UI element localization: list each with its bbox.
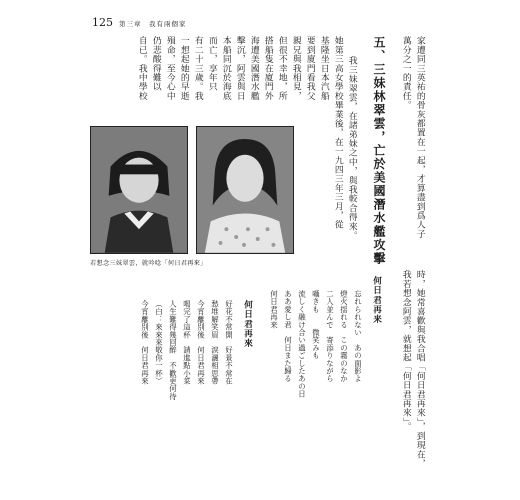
poem-japanese-title: 何日君再来 — [371, 276, 382, 324]
body-line: 仍悲酸得難以 — [150, 36, 161, 92]
poem-japanese-line: 囁きも 微笑みも — [311, 290, 321, 360]
page-number: 125 — [92, 16, 113, 29]
body-line: 殞命，至今心中 — [164, 36, 175, 101]
photo-caption: 若想念三妹翠雲，就吟唸「何日君再來」 — [90, 260, 207, 267]
poem-japanese-line: ああ愛し君 何日また歸る — [283, 290, 293, 383]
poem-chinese-line: 喝完了這杯 請進點小菜 — [182, 300, 192, 385]
poem-japanese-line: 流しく融け合い過ごしたあの日 — [297, 290, 307, 398]
poem-japanese-line: 忘れられない あの面影よ — [353, 290, 363, 383]
body-line: 但很不幸地，所 — [276, 36, 287, 101]
poem-chinese-title: 何日君再來 — [242, 300, 253, 348]
body-line: 本船同沉於海底 — [220, 36, 231, 101]
poem-chinese-line: 愁堆解笑眉 淚灑相思帶 — [210, 300, 220, 385]
body-line: 她第三高女學校畢業後，在一九四三年三月，從 — [332, 36, 343, 230]
body-line: 一想起她的早逝 — [178, 36, 189, 101]
portrait-woman-image — [197, 127, 293, 253]
body-line: 親兄與我相見， — [290, 36, 301, 101]
lower-right-line: 時，她常喜歡與我合唱「何日君再來」，到現在， — [414, 270, 425, 468]
poem-chinese-line: 今宵離別後 何日君再來 — [196, 300, 206, 385]
poem-japanese-line: 二人並んで 寄添りながら — [325, 290, 335, 383]
page-header — [92, 16, 187, 29]
poem-chinese-line: 今宵離別後 何日君再來 — [140, 300, 150, 385]
poem-chinese-line: （白：來來來敬你一杯） — [154, 300, 164, 385]
body-line: 自已。我中學校 — [136, 36, 147, 101]
photo-young-woman — [196, 126, 294, 254]
portrait-girl-image — [91, 127, 187, 253]
lower-right-line: 我若想念阿雲，就想起「何日君再來」。 — [400, 270, 411, 432]
poem-chinese-line: 好花不常開 好景不常在 — [224, 300, 234, 385]
body-line: 有二十三歲。我 — [192, 36, 203, 101]
body-line: 我三妹翠雲，在諸弟妹之中，與我較合得來。 — [346, 56, 357, 240]
body-line: 海遭美國潛水艦 — [248, 36, 259, 101]
body-line: 要到廈門看我父 — [304, 36, 315, 101]
poem-chinese-line: 人生難得幾回醉 不歡更何待 — [168, 300, 178, 401]
photo-young-girl — [90, 126, 188, 254]
body-line: 擊沉，阿雲與日 — [234, 36, 245, 101]
upper-right-line: 萬分之一的責任。 — [400, 36, 411, 110]
upper-right-line: 家遭同三英祐的骨灰都置在一起，才算盡到爲人子 — [414, 36, 425, 239]
poem-japanese-line: 何日君再来 — [269, 290, 279, 329]
body-line: 搭船隻在廈門外 — [262, 36, 273, 101]
poem-japanese-line: 燈火揺れる この霧のなか — [339, 290, 349, 383]
body-line: 基隆坐日本汽船 — [318, 36, 329, 101]
section-heading: 五、三妹林翠雲，亡於美國潛水艦攻擊 — [372, 36, 386, 266]
chapter-title: 第三章 我有兩個家 — [119, 20, 187, 28]
body-line: 而亡，享年只 — [206, 36, 217, 92]
